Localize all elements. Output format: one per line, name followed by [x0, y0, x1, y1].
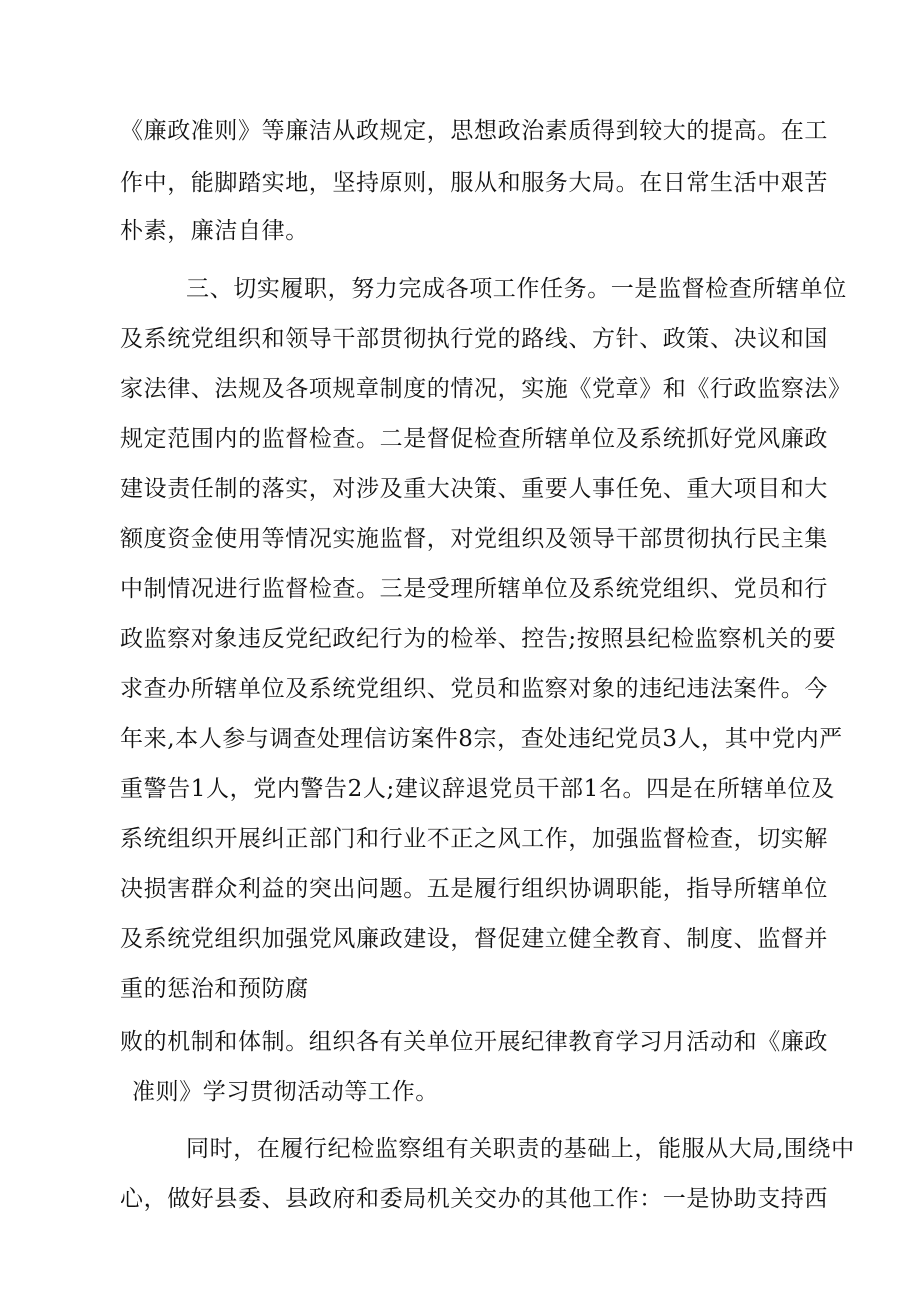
text-line-6: 家法律、法规及各项规章制度的情况，实施《党章》和《行政监察法》 — [120, 376, 852, 402]
text-line-2: 作中，能脚踏实地，坚持原则，服从和服务大局。在日常生活中艰苦 — [120, 170, 828, 196]
text-line-11: 政监察对象违反党纪政纪行为的检举、控告;按照县纪检监察机关的要 — [120, 626, 837, 652]
text-line-5: 及系统党组织和领导干部贯彻执行党的路线、方针、政策、决议和国 — [120, 326, 828, 352]
text-line-10: 中制情况进行监督检查。三是受理所辖单位及系统党组织、党员和行 — [120, 576, 828, 602]
text-line-22: 心，做好县委、县政府和委局机关交办的其他工作：一是协助支持西 — [120, 1186, 828, 1212]
text-line-18: 重的惩治和预防腐 — [120, 976, 309, 1002]
text-line-8: 建设责任制的落实，对涉及重大决策、重要人事任免、重大项目和大 — [120, 476, 828, 502]
text-line-1: 《廉政准则》等廉洁从政规定，思想政治素质得到较大的提高。在工 — [120, 118, 828, 144]
text-line-20: 准则》学习贯彻活动等工作。 — [132, 1079, 439, 1105]
text-line-16: 决损害群众利益的突出问题。五是履行组织协调职能，指导所辖单位 — [120, 876, 828, 902]
text-line-14: 重警告1人，党内警告2人;建议辞退党员干部1名。四是在所辖单位及 — [120, 776, 835, 802]
text-line-15: 系统组织开展纠正部门和行业不正之风工作，加强监督检查，切实解 — [120, 826, 828, 852]
text-line-7: 规定范围内的监督检查。二是督促检查所辖单位及系统抓好党风廉政 — [120, 426, 828, 452]
text-line-12: 求查办所辖单位及系统党组织、党员和监察对象的违纪违法案件。今 — [120, 676, 828, 702]
text-line-19: 败的机制和体制。组织各有关单位开展纪律教育学习月活动和《廉政 — [120, 1029, 828, 1055]
text-line-3: 朴素，廉洁自律。 — [120, 218, 309, 244]
text-line-13: 年来,本人参与调查处理信访案件8宗，查处违纪党员3人，其中党内严 — [120, 726, 843, 752]
text-line-17: 及系统党组织加强党风廉政建设，督促建立健全教育、制度、监督并 — [120, 926, 828, 952]
text-line-21: 同时，在履行纪检监察组有关职责的基础上，能服从大局,围绕中 — [186, 1136, 855, 1162]
text-line-4: 三、切实履职，努力完成各项工作任务。一是监督检查所辖单位 — [186, 276, 847, 302]
text-line-9: 额度资金使用等情况实施监督，对党组织及领导干部贯彻执行民主集 — [120, 526, 828, 552]
